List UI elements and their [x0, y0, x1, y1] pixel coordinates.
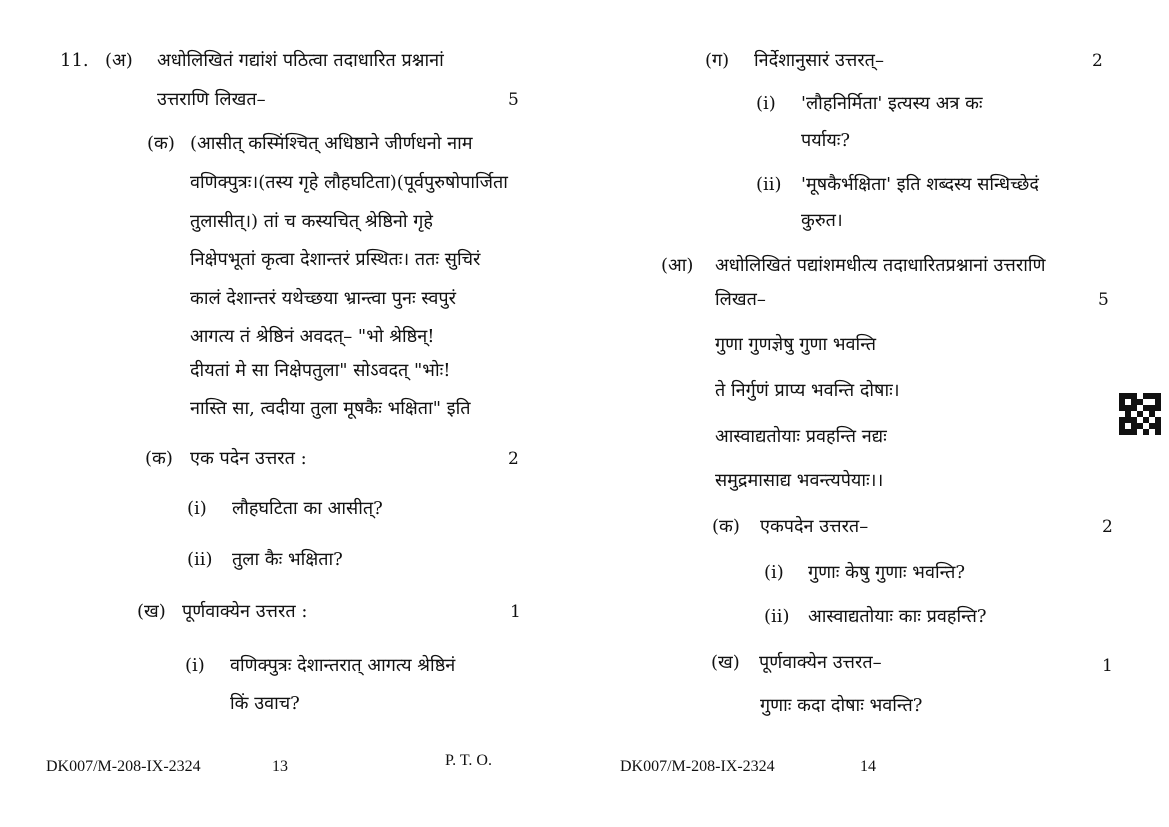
subquestion-label: (क)	[712, 516, 740, 537]
footer-code: DK007/M-208-IX-2324	[46, 758, 201, 775]
right-page	[584, 0, 1169, 827]
footer-code: DK007/M-208-IX-2324	[620, 758, 775, 775]
section-instruction-line2: लिखत–	[715, 289, 766, 310]
item-question: आस्वाद्यतोयाः काः प्रवहन्ति?	[808, 606, 987, 627]
item-question-line1: 'मूषकैर्भक्षिता' इति शब्दस्य सन्धिच्छेदं	[801, 174, 1039, 195]
item-question-line2: कुरुत।	[801, 210, 843, 231]
question-marks: 5	[508, 90, 519, 110]
subquestion-instruction: पूर्णवाक्येन उत्तरत :	[182, 601, 308, 622]
item-question: लौहघटिता का आसीत्?	[232, 498, 383, 519]
passage-label: (क)	[147, 133, 175, 154]
item-question-line2: किं उवाच?	[230, 693, 300, 714]
passage-line: (आसीत् कस्मिंश्चित् अधिष्ठाने जीर्णधनो नाम	[190, 133, 473, 154]
item-number: (ii)	[756, 174, 782, 195]
verse-line: गुणा गुणज्ञेषु गुणा भवन्ति	[715, 334, 877, 355]
passage-line: दीयतां मे सा निक्षेपतुला" सोऽवदत् "भोः!	[190, 360, 451, 381]
passage-line: आगत्य तं श्रेष्ठिनं अवदत्– "भो श्रेष्ठिन्!	[190, 326, 435, 347]
item-question-line1: वणिक्पुत्रः देशान्तरात् आगत्य श्रेष्ठिनं	[230, 655, 456, 676]
footer-pto: P. T. O.	[445, 752, 492, 769]
section-marks: 5	[1098, 290, 1109, 310]
subquestion-marks: 1	[510, 602, 521, 622]
item-number: (i)	[756, 93, 776, 114]
passage-line: तुलासीत्।) तां च कस्यचित् श्रेष्ठिनो गृहे	[190, 211, 433, 232]
qr-code-icon	[1119, 393, 1161, 435]
question-number: 11.	[60, 50, 89, 71]
subquestion-marks: 1	[1102, 656, 1113, 676]
passage-line: निक्षेपभूतां कृत्वा देशान्तरं प्रस्थितः। ततः सुचिरं	[190, 249, 481, 270]
item-number: (i)	[185, 655, 205, 676]
subquestion-marks: 2	[1102, 517, 1113, 537]
subquestion-marks: 2	[1092, 51, 1103, 71]
passage-line: नास्ति सा, त्वदीया तुला मूषकैः भक्षिता" इति	[190, 398, 471, 419]
question-part-label: (अ)	[105, 50, 133, 71]
subquestion-label: (क)	[145, 448, 173, 469]
item-question-line2: पर्यायः?	[801, 130, 851, 151]
passage-line: वणिक्पुत्रः।(तस्य गृहे लौहघटिता)(पूर्वपुरुषोपार्जिता	[190, 172, 508, 193]
question-instruction-line1: अधोलिखितं गद्यांशं पठित्वा तदाधारित प्रश्नानां	[157, 50, 444, 71]
item-question: गुणाः केषु गुणाः भवन्ति?	[808, 562, 966, 583]
subquestion-instruction: निर्देशानुसारं उत्तरत्–	[754, 50, 884, 71]
item-number: (i)	[764, 562, 784, 583]
item-number: (ii)	[187, 549, 213, 570]
verse-line: आस्वाद्यतोयाः प्रवहन्ति नद्यः	[715, 426, 887, 447]
item-question: गुणाः कदा दोषाः भवन्ति?	[760, 695, 923, 716]
item-number: (ii)	[764, 606, 790, 627]
subquestion-label: (ख)	[711, 652, 740, 673]
question-instruction-line2: उत्तराणि लिखत–	[157, 89, 266, 110]
verse-line: समुद्रमासाद्य भवन्त्यपेयाः।।	[715, 470, 884, 491]
subquestion-instruction: एक पदेन उत्तरत :	[190, 448, 307, 469]
section-instruction-line1: अधोलिखितं पद्यांशमधीत्य तदाधारितप्रश्नानां उत्तराणि	[715, 255, 1046, 276]
subquestion-marks: 2	[508, 449, 519, 469]
item-question: तुला कैः भक्षिता?	[232, 549, 343, 570]
section-label: (आ)	[661, 255, 694, 276]
verse-line: ते निर्गुणं प्राप्य भवन्ति दोषाः।	[715, 380, 900, 401]
left-page	[0, 0, 584, 827]
subquestion-instruction: एकपदेन उत्तरत–	[760, 516, 869, 537]
item-number: (i)	[187, 498, 207, 519]
footer-page-number: 13	[272, 758, 288, 775]
subquestion-label: (ख)	[137, 601, 166, 622]
subquestion-label: (ग)	[705, 50, 730, 71]
footer-page-number: 14	[860, 758, 876, 775]
item-question-line1: 'लौहनिर्मिता' इत्यस्य अत्र कः	[801, 93, 983, 114]
passage-line: कालं देशान्तरं यथेच्छया भ्रान्त्वा पुनः स्वपुरं	[190, 288, 456, 309]
subquestion-instruction: पूर्णवाक्येन उत्तरत–	[759, 652, 882, 673]
